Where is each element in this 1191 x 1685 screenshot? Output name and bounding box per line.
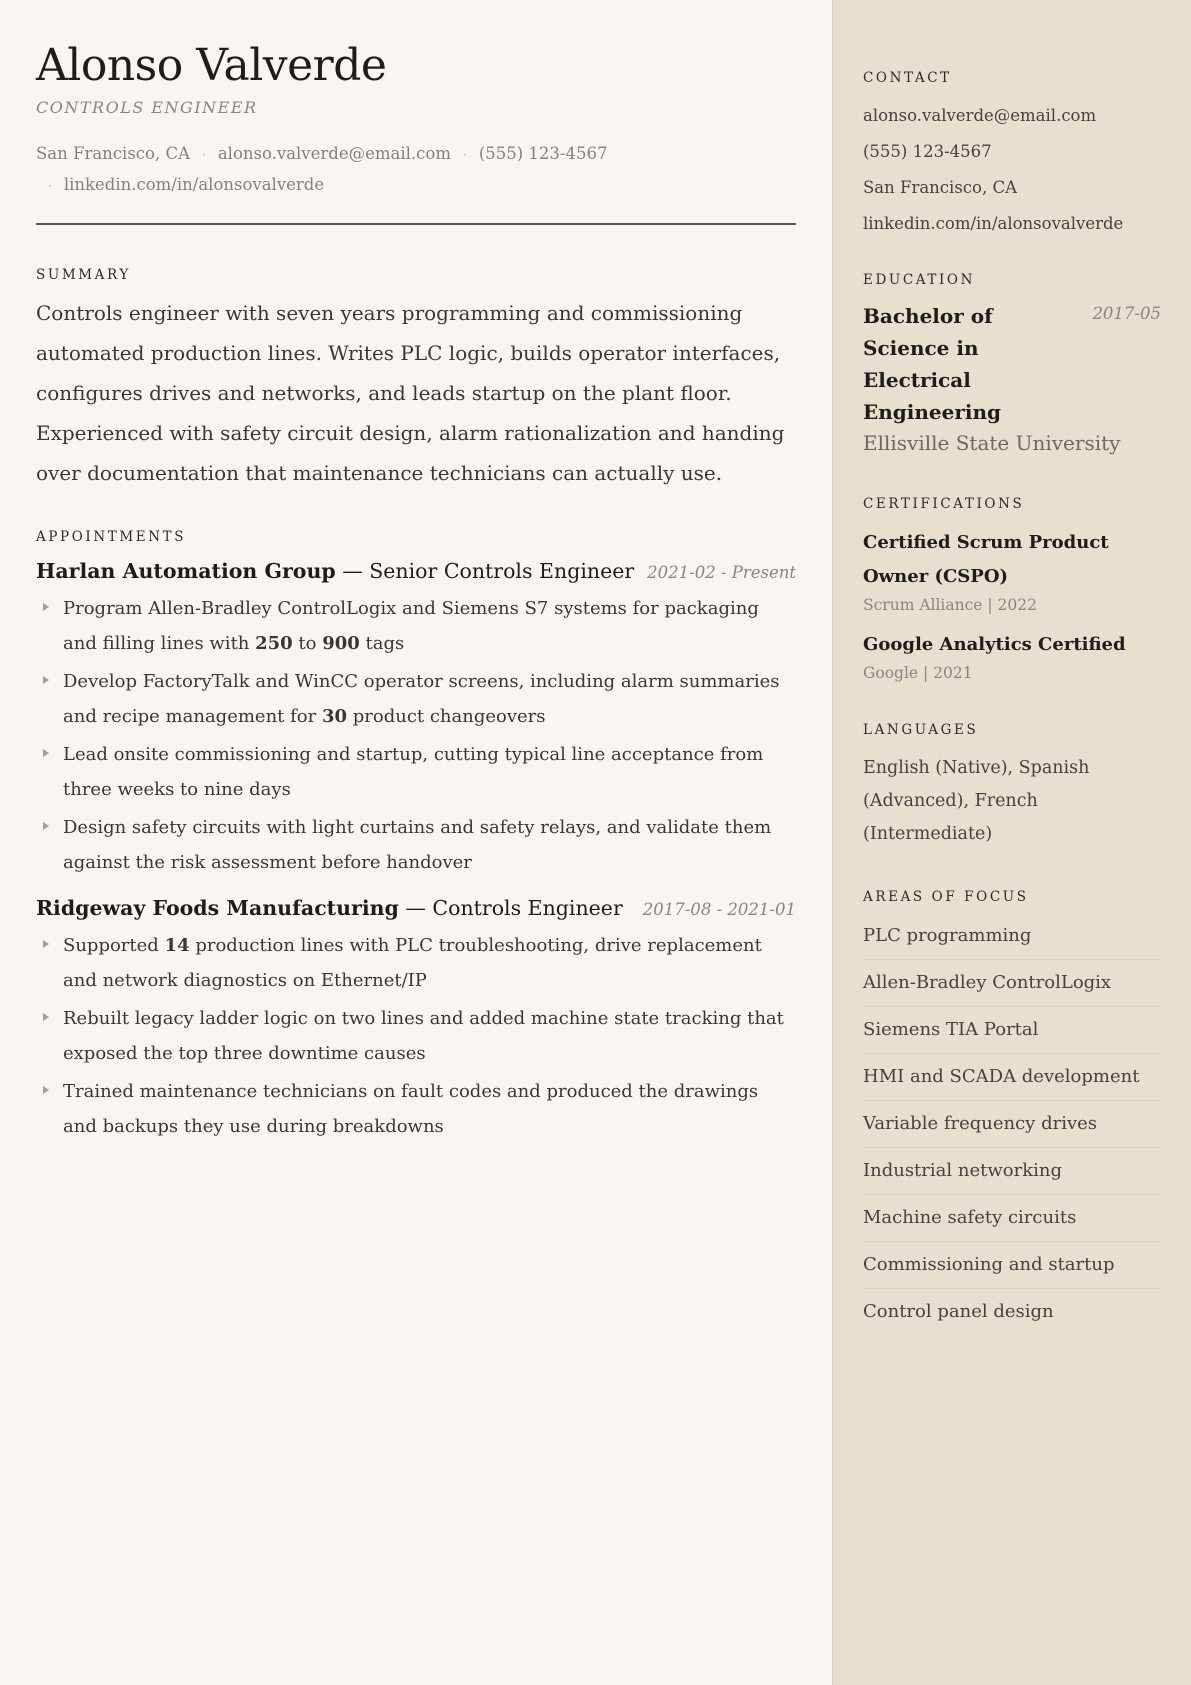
bullet-number: 14	[164, 935, 190, 956]
job-header	[36, 896, 796, 920]
bullet-list	[36, 928, 796, 1144]
bullet-number: 900	[322, 633, 360, 654]
focus-item: HMI and SCADA development	[863, 1054, 1161, 1101]
contact-phone[interactable]: (555) 123-4567	[863, 142, 992, 161]
company-name: Ridgeway Foods Manufacturing	[36, 896, 399, 920]
job-dates: 2017-08 - 2021-01	[642, 900, 796, 919]
focus-list	[863, 913, 1161, 1335]
candidate-name: Alonso Valverde	[36, 40, 387, 91]
bullet-text: Design safety circuits with light curtains and safety relays, and validate them against the risk assessment before handover	[63, 817, 772, 873]
header-divider	[36, 223, 796, 225]
bullet-item	[36, 810, 796, 880]
job-list	[36, 559, 796, 1144]
contact-list	[863, 98, 1161, 242]
dash: —	[335, 559, 370, 583]
separator: ·	[48, 179, 52, 193]
sidebar	[832, 0, 1191, 1685]
bullet-text: Develop FactoryTalk and WinCC operator screens, including alarm summaries and recipe management for	[63, 671, 780, 727]
education-entry	[863, 300, 1161, 428]
focus-heading: AREAS OF FOCUS	[863, 889, 1029, 905]
role-name: Controls Engineer	[432, 896, 623, 920]
focus-item: Control panel design	[863, 1301, 1054, 1322]
bullet-text: Program Allen-Bradley ControlLogix and Siemens S7 systems for packaging and filling lines with	[63, 598, 759, 654]
job-heading	[36, 559, 634, 583]
degree: Bachelor of Science in Electrical Engineering	[863, 304, 1002, 424]
summary-heading: SUMMARY	[36, 267, 131, 283]
job-title: CONTROLS ENGINEER	[36, 98, 258, 117]
bullet-text: production lines with PLC troubleshooting, drive replacement and network diagnostics on Ethernet/IP	[63, 935, 762, 991]
focus-item: Commissioning and startup	[863, 1242, 1161, 1289]
certification-item	[863, 526, 1161, 614]
bullet-text: to	[292, 633, 323, 654]
header-contact-line	[36, 139, 796, 201]
languages-heading: LANGUAGES	[863, 722, 979, 738]
contact-location: San Francisco, CA	[863, 178, 1018, 197]
certification-meta: Google | 2021	[863, 664, 973, 682]
school: Ellisville State University	[863, 431, 1121, 455]
certification-name: Google Analytics Certified	[863, 634, 1126, 655]
header-location: San Francisco, CA	[36, 144, 191, 163]
bullet-text: Lead onsite commissioning and startup, cutting typical line acceptance from three weeks to nine days	[63, 744, 764, 800]
dash: —	[398, 896, 433, 920]
contact-email[interactable]: alonso.valverde@email.com	[863, 106, 1097, 125]
bullet-item	[36, 1001, 796, 1071]
company-name: Harlan Automation Group	[36, 559, 336, 583]
certifications-heading: CERTIFICATIONS	[863, 496, 1025, 512]
job-entry	[36, 896, 796, 1144]
languages-text: English (Native), Spanish (Advanced), French (Intermediate)	[863, 758, 1090, 844]
summary-text: Controls engineer with seven years programming and commissioning automated production lines. Writes PLC logic, builds operator interfaces, configures drives and networks, and leads startup on the plant floor. Experienced with safety circuit design, alarm rationalization and handing over documentation that maintenance technicians can actually use.	[36, 301, 785, 485]
bullet-text: tags	[359, 633, 405, 654]
bullet-item	[36, 737, 796, 807]
bullet-text: Supported	[63, 935, 165, 956]
contact-heading: CONTACT	[863, 70, 952, 86]
job-entry	[36, 559, 796, 880]
job-heading	[36, 896, 623, 920]
header-phone[interactable]: (555) 123-4567	[478, 144, 608, 163]
bullet-item	[36, 591, 796, 661]
education-date: 2017-05	[1092, 304, 1161, 323]
certification-meta: Scrum Alliance | 2022	[863, 596, 1037, 614]
focus-item: PLC programming	[863, 913, 1161, 960]
job-dates: 2021-02 - Present	[647, 563, 796, 582]
appointments-heading: APPOINTMENTS	[36, 529, 187, 545]
bullet-text: product changeovers	[347, 706, 546, 727]
separator: ·	[202, 148, 206, 162]
bullet-list	[36, 591, 796, 880]
focus-item: Variable frequency drives	[863, 1101, 1161, 1148]
contact-linkedin[interactable]: linkedin.com/in/alonsovalverde	[863, 214, 1124, 233]
header-email[interactable]: alonso.valverde@email.com	[217, 144, 451, 163]
certification-item	[863, 628, 1161, 682]
focus-item: Allen-Bradley ControlLogix	[863, 960, 1161, 1007]
header-linkedin[interactable]: linkedin.com/in/alonsovalverde	[63, 175, 325, 194]
education-heading: EDUCATION	[863, 272, 976, 288]
bullet-text: Rebuilt legacy ladder logic on two lines and added machine state tracking that exposed the top three downtime causes	[63, 1008, 784, 1064]
bullet-item	[36, 928, 796, 998]
bullet-number: 30	[321, 706, 348, 727]
certification-name: Certified Scrum Product Owner (CSPO)	[863, 532, 1109, 587]
focus-item: Siemens TIA Portal	[863, 1007, 1161, 1054]
bullet-item	[36, 664, 796, 734]
focus-item: Machine safety circuits	[863, 1195, 1161, 1242]
bullet-item	[36, 1074, 796, 1144]
role-name: Senior Controls Engineer	[369, 559, 635, 583]
job-header	[36, 559, 796, 583]
bullet-number: 250	[255, 633, 293, 654]
bullet-text: Trained maintenance technicians on fault codes and produced the drawings and backups they use during breakdowns	[63, 1081, 759, 1137]
separator: ·	[462, 148, 467, 162]
focus-item: Industrial networking	[863, 1148, 1161, 1195]
